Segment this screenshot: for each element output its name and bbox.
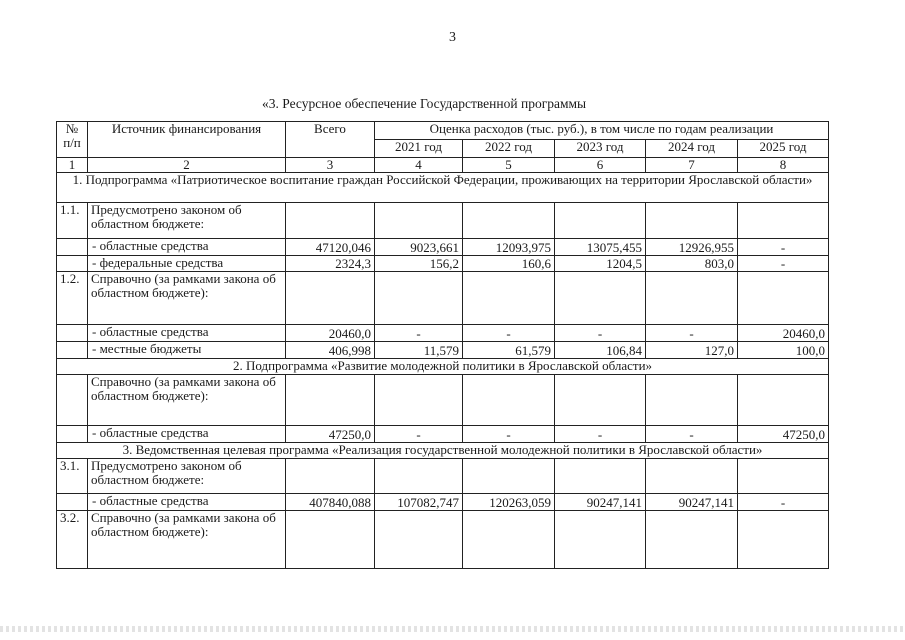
cell-value: 12093,975 bbox=[463, 239, 555, 256]
header-year: 2023 год bbox=[555, 140, 646, 158]
section-title-row bbox=[57, 173, 829, 203]
cell-value: - bbox=[738, 256, 829, 272]
cell-total: 20460,0 bbox=[286, 325, 375, 342]
document-title: «3. Ресурсное обеспечение Государственной программы bbox=[262, 96, 587, 111]
cell-value: 160,6 bbox=[463, 256, 555, 272]
group-row bbox=[57, 203, 829, 239]
cell-value: 107082,747 bbox=[375, 494, 463, 511]
row-number: 3.2. bbox=[57, 511, 88, 569]
row-label: - областные средства bbox=[88, 325, 286, 342]
cell-value: - bbox=[646, 426, 738, 443]
cell-value: - bbox=[738, 494, 829, 511]
column-number: 5 bbox=[463, 158, 555, 173]
section-title: 3. Ведомственная целевая программа «Реализация государственной молодежной политики в Ярославской области» bbox=[57, 443, 829, 459]
cell-value: 127,0 bbox=[646, 342, 738, 359]
column-number: 2 bbox=[88, 158, 286, 173]
group-row bbox=[57, 459, 829, 494]
cell-total: 2324,3 bbox=[286, 256, 375, 272]
cell-value: 100,0 bbox=[738, 342, 829, 359]
cell-value: 61,579 bbox=[463, 342, 555, 359]
row-number: 1.1. bbox=[57, 203, 88, 239]
section-title: 2. Подпрограмма «Развитие молодежной политики в Ярославской области» bbox=[57, 359, 829, 375]
cell-value: 9023,661 bbox=[375, 239, 463, 256]
column-number: 6 bbox=[555, 158, 646, 173]
group-label: Предусмотрено законом об областном бюджете: bbox=[88, 203, 286, 239]
group-row bbox=[57, 272, 829, 325]
cell-total: 406,998 bbox=[286, 342, 375, 359]
row-number bbox=[57, 375, 88, 426]
cell-value: - bbox=[738, 239, 829, 256]
column-number: 4 bbox=[375, 158, 463, 173]
group-row bbox=[57, 375, 829, 426]
table-row bbox=[57, 342, 829, 359]
header-year: 2025 год bbox=[738, 140, 829, 158]
group-label: Предусмотрено законом об областном бюджете: bbox=[88, 459, 286, 494]
column-number: 3 bbox=[286, 158, 375, 173]
column-numbers-row bbox=[57, 158, 829, 173]
table-row bbox=[57, 325, 829, 342]
section-title-row bbox=[57, 443, 829, 459]
cell-value: 13075,455 bbox=[555, 239, 646, 256]
cell-value: - bbox=[463, 325, 555, 342]
row-label: - областные средства bbox=[88, 426, 286, 443]
cell-value: - bbox=[375, 325, 463, 342]
cell-value: - bbox=[463, 426, 555, 443]
row-number: 3.1. bbox=[57, 459, 88, 494]
cell-value: 1204,5 bbox=[555, 256, 646, 272]
cell-total: 47120,046 bbox=[286, 239, 375, 256]
cell-value: - bbox=[555, 325, 646, 342]
scan-edge-noise bbox=[0, 626, 905, 632]
cell-value: 47250,0 bbox=[738, 426, 829, 443]
cell-value: - bbox=[375, 426, 463, 443]
cell-value: 90247,141 bbox=[646, 494, 738, 511]
header-year: 2022 год bbox=[463, 140, 555, 158]
cell-total: 407840,088 bbox=[286, 494, 375, 511]
group-label: Справочно (за рамками закона об областном бюджете): bbox=[88, 511, 286, 569]
header-source: Источник финансирования bbox=[88, 122, 286, 158]
column-number: 8 bbox=[738, 158, 829, 173]
cell-value: 156,2 bbox=[375, 256, 463, 272]
cell-value: 803,0 bbox=[646, 256, 738, 272]
group-row bbox=[57, 511, 829, 569]
resource-table bbox=[56, 121, 829, 569]
header-num: № п/п bbox=[57, 122, 88, 158]
table-row bbox=[57, 426, 829, 443]
table-row bbox=[57, 256, 829, 272]
cell-value: 120263,059 bbox=[463, 494, 555, 511]
header-row bbox=[57, 122, 829, 140]
cell-value: - bbox=[646, 325, 738, 342]
cell-value: 90247,141 bbox=[555, 494, 646, 511]
header-estimate: Оценка расходов (тыс. руб.), в том числе по годам реализации bbox=[375, 122, 829, 140]
column-number: 1 bbox=[57, 158, 88, 173]
page-number: 3 bbox=[449, 30, 456, 45]
cell-total: 47250,0 bbox=[286, 426, 375, 443]
row-label: - федеральные средства bbox=[88, 256, 286, 272]
table-row bbox=[57, 239, 829, 256]
group-label: Справочно (за рамками закона об областном бюджете): bbox=[88, 272, 286, 325]
header-year: 2021 год bbox=[375, 140, 463, 158]
header-year: 2024 год bbox=[646, 140, 738, 158]
table-row bbox=[57, 494, 829, 511]
row-label: - местные бюджеты bbox=[88, 342, 286, 359]
section-title: 1. Подпрограмма «Патриотическое воспитание граждан Российской Федерации, проживающих на территории Ярославской области» bbox=[57, 173, 829, 203]
cell-value: 12926,955 bbox=[646, 239, 738, 256]
header-total: Всего bbox=[286, 122, 375, 158]
column-number: 7 bbox=[646, 158, 738, 173]
row-label: - областные средства bbox=[88, 494, 286, 511]
row-label: - областные средства bbox=[88, 239, 286, 256]
cell-value: 11,579 bbox=[375, 342, 463, 359]
cell-value: - bbox=[555, 426, 646, 443]
group-label: Справочно (за рамками закона об областном бюджете): bbox=[88, 375, 286, 426]
section-title-row bbox=[57, 359, 829, 375]
cell-value: 20460,0 bbox=[738, 325, 829, 342]
row-number: 1.2. bbox=[57, 272, 88, 325]
cell-value: 106,84 bbox=[555, 342, 646, 359]
